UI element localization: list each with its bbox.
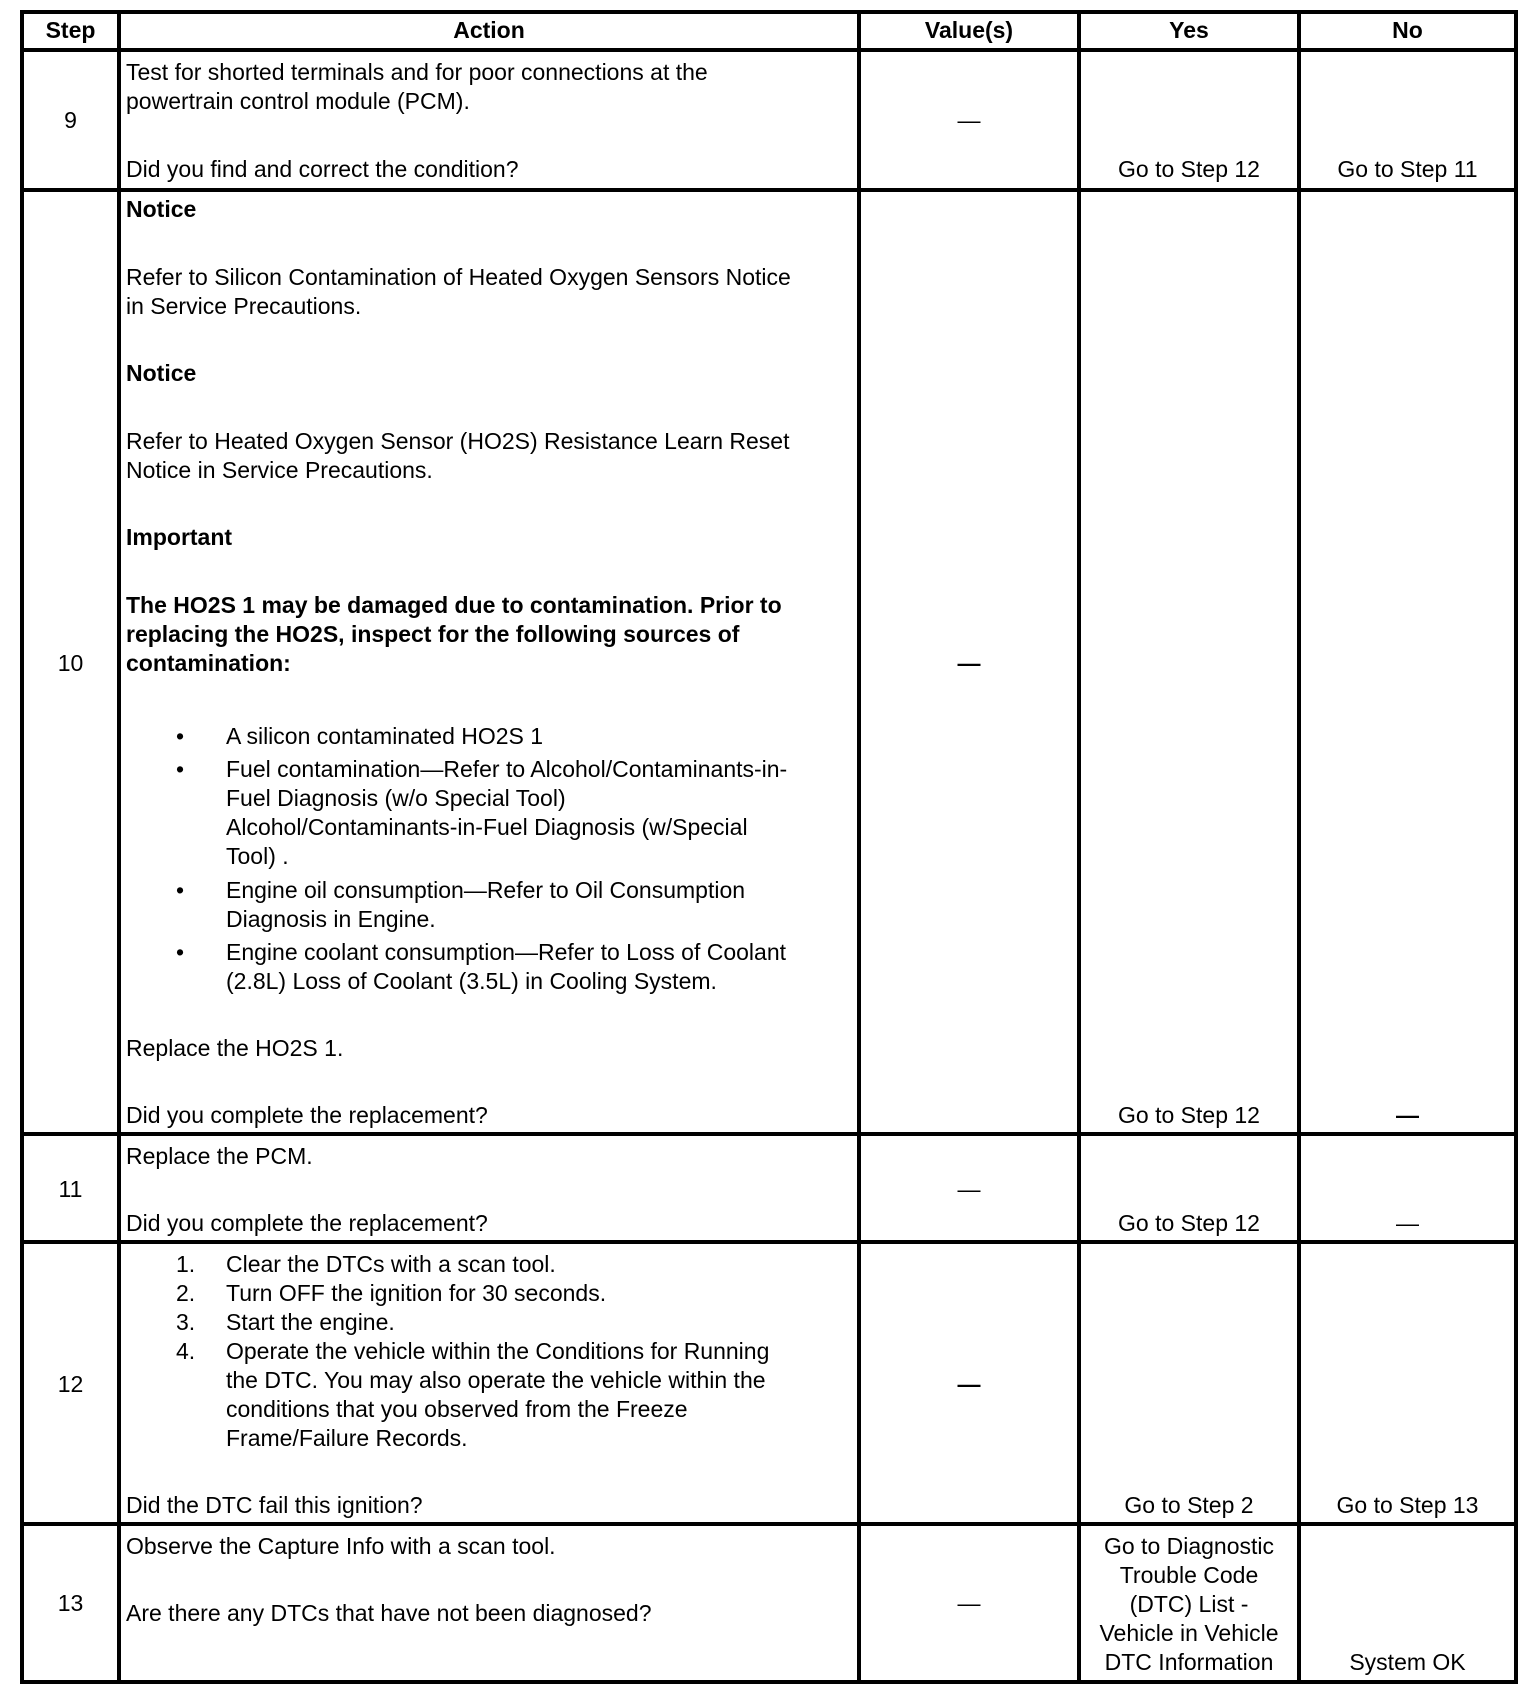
list-item: A silicon contaminated HO2S 1 xyxy=(226,723,544,749)
action-question: Did you find and correct the condition? xyxy=(126,156,519,182)
no-value: — xyxy=(1396,1102,1419,1128)
list-number: 2. xyxy=(176,1280,196,1306)
header-yes: Yes xyxy=(1169,17,1209,43)
list-item: conditions that you observed from the Freeze xyxy=(226,1396,688,1422)
yes-link-line: Go to Diagnostic xyxy=(1103,1533,1275,1559)
list-number: 4. xyxy=(176,1338,196,1364)
yes-link-line: Trouble Code xyxy=(1119,1562,1259,1588)
list-item: Diagnosis in Engine. xyxy=(226,906,436,932)
no-result: System OK xyxy=(1349,1649,1466,1675)
row-divider xyxy=(20,48,1518,52)
value-cell: — xyxy=(957,1176,981,1202)
header-step: Step xyxy=(45,17,96,43)
value-cell: — xyxy=(957,1371,981,1397)
list-item: (2.8L) Loss of Coolant (3.5L) in Cooling System. xyxy=(226,968,717,994)
header-values: Value(s) xyxy=(924,17,1014,43)
list-item: Engine oil consumption—Refer to Oil Consumption xyxy=(226,877,746,903)
list-item: Operate the vehicle within the Conditions for Running xyxy=(226,1338,770,1364)
value-cell: — xyxy=(957,107,981,133)
bullet-icon: • xyxy=(176,939,185,965)
notice-text: in Service Precautions. xyxy=(126,293,362,319)
list-item: Fuel contamination—Refer to Alcohol/Contaminants-in- xyxy=(226,756,788,782)
action-question: Did the DTC fail this ignition? xyxy=(126,1492,423,1518)
header-no: No xyxy=(1392,17,1423,43)
col-divider xyxy=(117,10,121,1684)
no-link[interactable]: Go to Step 13 xyxy=(1336,1492,1479,1518)
action-text: powertrain control module (PCM). xyxy=(126,88,470,114)
notice-title: Notice xyxy=(126,196,197,222)
row-divider xyxy=(20,1132,1518,1136)
notice-title: Notice xyxy=(126,360,197,386)
list-item: Engine coolant consumption—Refer to Loss of Coolant xyxy=(226,939,786,965)
table-border-left xyxy=(20,10,24,1684)
notice-text: Refer to Silicon Contamination of Heated Oxygen Sensors Notice xyxy=(126,264,791,290)
yes-link[interactable]: Go to Step 12 xyxy=(1118,1210,1260,1236)
action-question: Did you complete the replacement? xyxy=(126,1102,488,1128)
list-number: 1. xyxy=(176,1251,196,1277)
notice-text: Notice in Service Precautions. xyxy=(126,457,433,483)
list-item: Frame/Failure Records. xyxy=(226,1425,468,1451)
yes-link-line: Vehicle in Vehicle xyxy=(1099,1620,1279,1646)
list-item: Alcohol/Contaminants-in-Fuel Diagnosis (w/Special xyxy=(226,814,748,840)
step-number: 10 xyxy=(57,650,84,676)
bullet-icon: • xyxy=(176,723,185,749)
notice-text: Refer to Heated Oxygen Sensor (HO2S) Resistance Learn Reset xyxy=(126,428,790,454)
important-title: Important xyxy=(126,524,233,550)
col-divider xyxy=(1077,10,1081,1684)
action-question: Did you complete the replacement? xyxy=(126,1210,488,1236)
step-number: 13 xyxy=(57,1590,84,1616)
step-number: 11 xyxy=(58,1176,83,1202)
col-divider xyxy=(857,10,861,1684)
table-border-right xyxy=(1514,10,1518,1684)
action-text: Observe the Capture Info with a scan tool. xyxy=(126,1533,556,1559)
step-number: 9 xyxy=(64,107,77,133)
yes-link[interactable]: Go to Step 12 xyxy=(1118,1102,1260,1128)
list-item: Start the engine. xyxy=(226,1309,395,1335)
list-item: Fuel Diagnosis (w/o Special Tool) xyxy=(226,785,566,811)
yes-link[interactable]: Go to Step 12 xyxy=(1118,156,1260,182)
yes-link-line: DTC Information xyxy=(1104,1649,1274,1675)
action-text: Test for shorted terminals and for poor connections at the xyxy=(126,59,708,85)
no-value: — xyxy=(1396,1210,1419,1236)
step-number: 12 xyxy=(57,1371,84,1397)
action-text: Replace the HO2S 1. xyxy=(126,1035,344,1061)
list-item: Turn OFF the ignition for 30 seconds. xyxy=(226,1280,607,1306)
no-link[interactable]: Go to Step 11 xyxy=(1337,156,1478,182)
bullet-icon: • xyxy=(176,756,185,782)
bullet-icon: • xyxy=(176,877,185,903)
row-divider xyxy=(20,188,1518,192)
col-divider xyxy=(1297,10,1301,1684)
yes-link-line: (DTC) List - xyxy=(1129,1591,1249,1617)
table-border-bottom xyxy=(20,1680,1518,1684)
row-divider xyxy=(20,1522,1518,1526)
table-border-top xyxy=(20,10,1518,14)
value-cell: — xyxy=(957,1590,981,1616)
row-divider xyxy=(20,1240,1518,1244)
list-item: Tool) . xyxy=(226,843,289,869)
list-item: the DTC. You may also operate the vehicle within the xyxy=(226,1367,766,1393)
yes-link[interactable]: Go to Step 2 xyxy=(1124,1492,1254,1518)
value-cell: — xyxy=(957,650,981,676)
important-text: replacing the HO2S, inspect for the following sources of xyxy=(126,621,740,647)
action-text: Replace the PCM. xyxy=(126,1143,313,1169)
list-number: 3. xyxy=(176,1309,196,1335)
header-action: Action xyxy=(453,17,525,43)
list-item: Clear the DTCs with a scan tool. xyxy=(226,1251,556,1277)
action-question: Are there any DTCs that have not been diagnosed? xyxy=(126,1600,652,1626)
important-text: contamination: xyxy=(126,650,291,676)
important-text: The HO2S 1 may be damaged due to contamination. Prior to xyxy=(126,592,782,618)
